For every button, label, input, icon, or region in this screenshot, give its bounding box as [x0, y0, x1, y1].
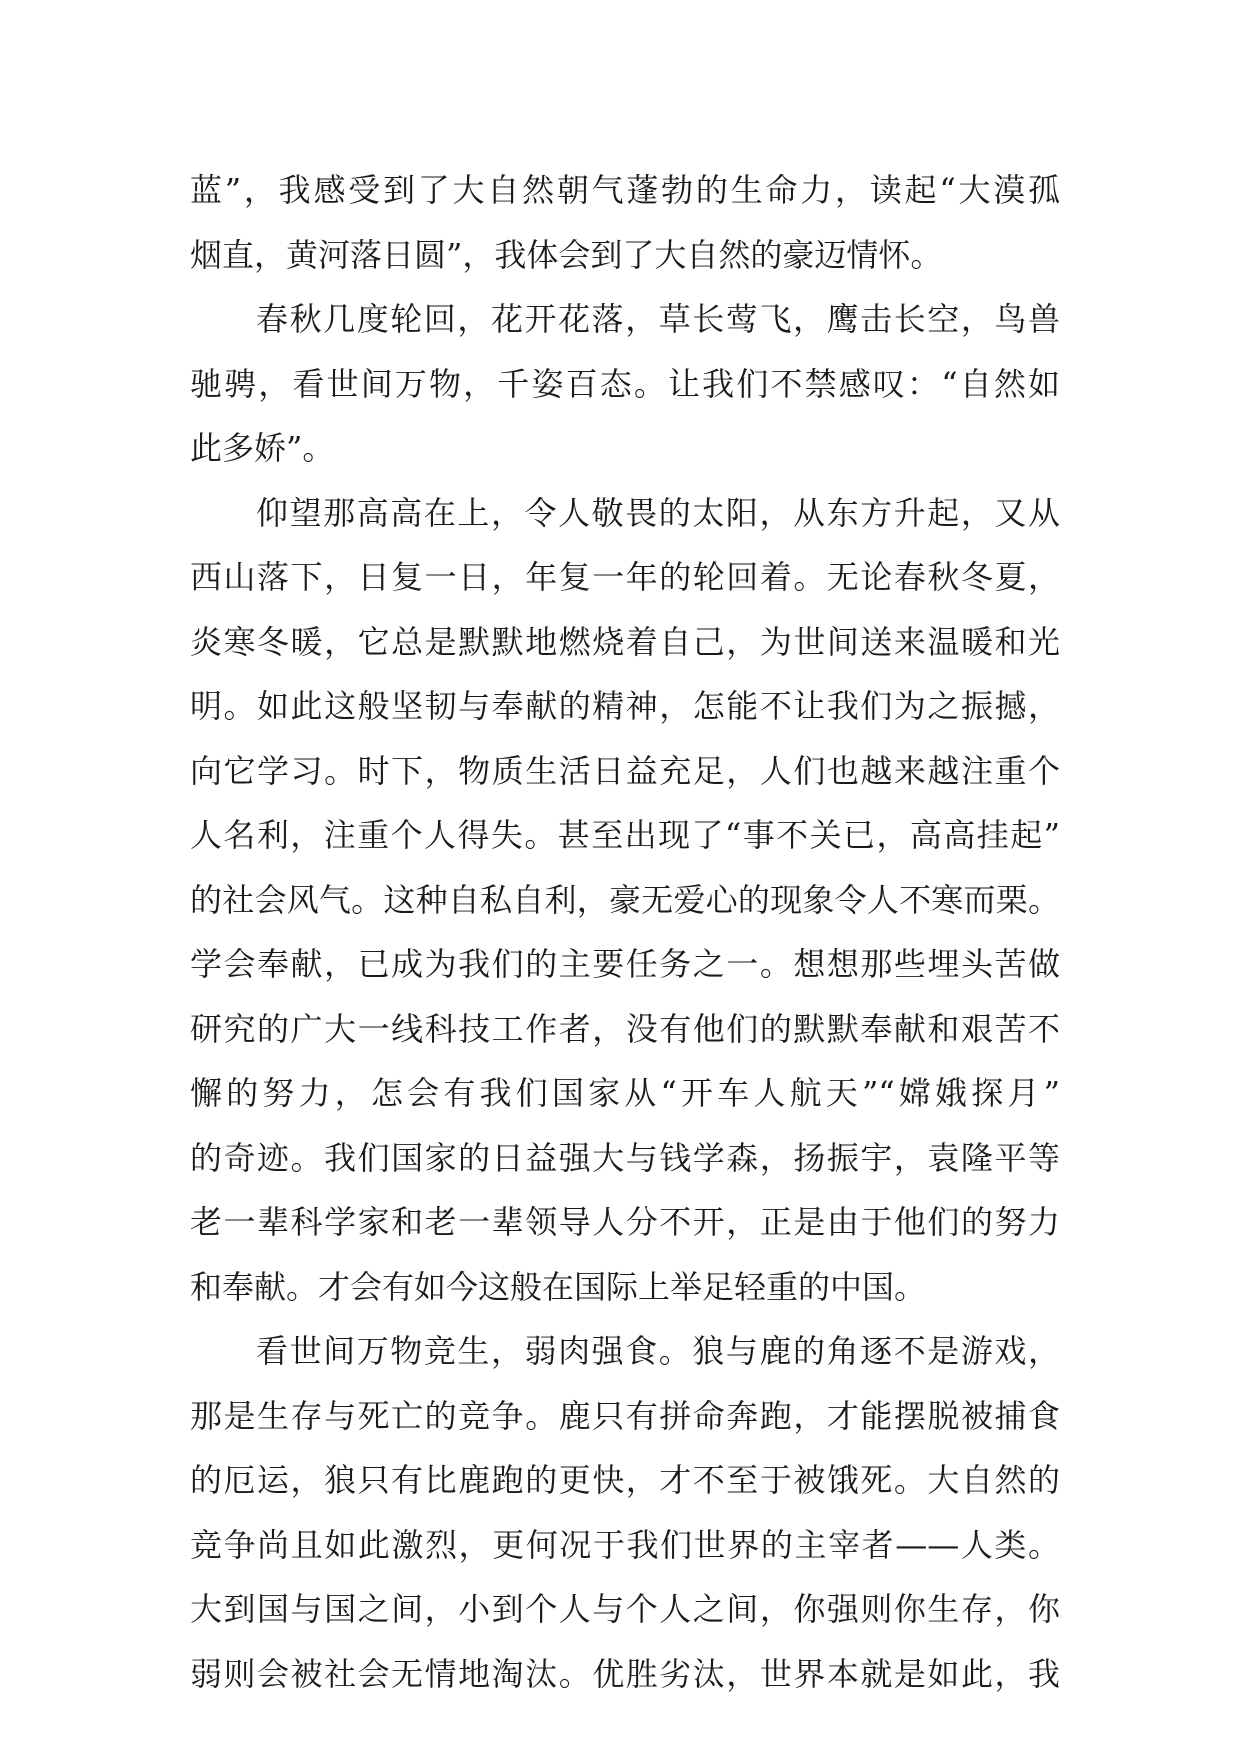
text-line: 和奉献。才会有如今这般在国际上举足轻重的中国。 [190, 1267, 927, 1306]
text-line: 蓝”，我感受到了大自然朝气蓬勃的生命力，读起“大漠孤 [190, 171, 1060, 209]
text-line: 老一辈科学家和老一辈领导人分不开，正是由于他们的努力 [190, 1203, 1060, 1241]
text-line: 懈的努力，怎会有我们国家从“开车人航天”“嫦娥探月” [190, 1074, 1060, 1112]
text-line: 此多娇”。 [190, 429, 335, 467]
document-body [190, 158, 1060, 1706]
text-line: 烟直，黄河落日圆”，我体会到了大自然的豪迈情怀。 [190, 235, 943, 274]
document-page [190, 158, 1060, 1706]
text-line: 春秋几度轮回，花开花落，草长莺飞，鹰击长空，鸟兽 [256, 300, 1060, 338]
text-line: 向它学习。时下，物质生活日益充足，人们也越来越注重个 [190, 751, 1060, 790]
text-line: 看世间万物竞生，弱肉强食。狼与鹿的角逐不是游戏， [256, 1332, 1060, 1370]
text-line: 仰望那高高在上，令人敬畏的太阳，从东方升起，又从 [256, 493, 1060, 532]
text-line: 明。如此这般坚韧与奉献的精神，怎能不让我们为之振撼， [190, 687, 1060, 725]
text-line: 人名利，注重个人得失。甚至出现了“事不关已，高高挂起” [190, 816, 1060, 854]
text-line: 研究的广大一线科技工作者，没有他们的默默奉献和艰苦不 [190, 1009, 1060, 1048]
text-line: 的社会风气。这种自私自利，豪无爱心的现象令人不寒而栗。 [190, 880, 1060, 919]
text-line: 炎寒冬暖，它总是默默地燃烧着自己，为世间送来温暖和光 [190, 622, 1060, 661]
text-line: 学会奉献，已成为我们的主要任务之一。想想那些埋头苦做 [190, 945, 1060, 983]
text-line: 大到国与国之间，小到个人与个人之间，你强则你生存，你 [190, 1590, 1060, 1628]
text-line: 竞争尚且如此激烈，更何况于我们世界的主宰者——人类。 [190, 1525, 1060, 1564]
text-line: 那是生存与死亡的竞争。鹿只有拼命奔跑，才能摆脱被捕食 [190, 1396, 1060, 1435]
text-line: 的厄运，狼只有比鹿跑的更快，才不至于被饿死。大自然的 [190, 1461, 1060, 1499]
text-line: 西山落下，日复一日，年复一年的轮回着。无论春秋冬夏， [190, 558, 1060, 596]
text-line: 驰骋，看世间万物，千姿百态。让我们不禁感叹：“自然如 [190, 364, 1060, 403]
text-line: 弱则会被社会无情地淘汰。优胜劣汰，世界本就是如此，我 [190, 1654, 1060, 1693]
text-line: 的奇迹。我们国家的日益强大与钱学森，扬振宇，袁隆平等 [190, 1138, 1060, 1177]
